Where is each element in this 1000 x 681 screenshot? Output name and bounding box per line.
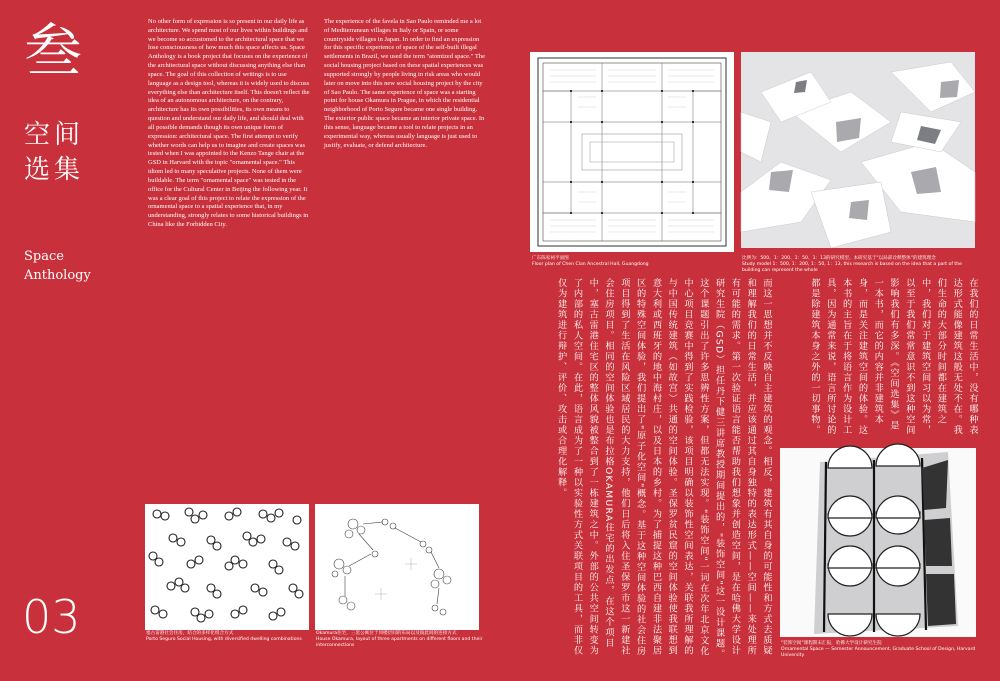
page-number: 03 <box>22 590 81 644</box>
house-okamura-caption <box>316 631 496 649</box>
house-okamura-caption-en: House Okamura, layout of three apartments on different floors and their interconnections <box>316 636 483 648</box>
study-model-image <box>741 52 975 248</box>
study-model-figure <box>741 52 975 248</box>
study-model-caption <box>742 256 974 274</box>
ornamental-space-caption-cn: "装饰空间"课程期末汇报，哈佛大学设计研究生院 <box>781 641 882 646</box>
ornamental-space-caption <box>781 641 977 659</box>
chinese-text-upper: 在我们的日常生活中，没有哪种表达形式能像建筑这般无处不在。我们生命的大部分时间都在建筑之中，我们对于建筑空间习以为常，以至于我们常常意识不到这种空间影响我们有多深。《空间选集》是一本书，而它的内容并非建筑本身，而是关注建筑空间的体验。这本书的主旨在于将语言作为设计工具，因为通常来说，语言所讨论的都是除建筑本身之外的一切事物。 <box>809 278 978 436</box>
social-housing-caption <box>146 631 310 643</box>
chinese-text-main: 而这一思想并不反映自主建筑的观念。相反，建筑有其自身的可能性和方式去质疑和理解我们的日常生活，并应该通过其自身独特的表达形式——空间——来处理所有可能的需求。第一次验证语言能否帮助我们想象并创造空间，是在哈佛大学设计研究生院（GSD）担任丹下健三讲席教授期间提出的，"装饰空间"这一设计课题。这个课题引出了许多思辨性方案，但都无法实现。"装饰空间"一词在次年北京文化中心项目竞赛中得到了实践检验，该项目明确以装饰性空间表达，关联我所理解的与中国传统建筑（如故宫）共通的空间体验。圣保罗贫民窟的空间体验使我联想到意大利或西班牙的地中海村庄，以及日本的乡村。为了捕捉这种巴西自建非法聚居区的特殊空间体验，我们提出了"原子化空间"概念。基于这种空间体验的社会住房项目得到了生活在风险区域居民的大力支持，他们日后将入住圣保罗市这一新建社会住房项目。相同的空间体验也是布拉格OKAMURA住宅的出发点，在这个项目中，塞古雷港住宅区的整体风貌被整合到了一栋建筑之中。外部的公共空间转变为了内部的私人空间。在此，语言成为了一种以实验性方式关联项目的工具，而非仅仅为建筑进行辩护、评价、攻击或合理化解释。 <box>555 278 772 660</box>
social-housing-caption-cn: 塞古雷港社会住房，结合的多样化组合方式 <box>146 631 234 636</box>
chapter-title-en-line1: Space <box>24 249 64 264</box>
floor-plan-drawing <box>530 52 734 252</box>
chapter-title-en <box>24 248 91 286</box>
study-model-caption-en: Study model 1：500, 1：200, 1：50, 1：13, this research is based on the idea that a part of the building can represent the whole <box>742 261 962 273</box>
ornamental-space-figure <box>780 448 976 637</box>
social-housing-caption-en: Porto Seguro Social Housing, with diversified dwelling combinations <box>146 636 302 642</box>
english-paragraph-1: No other form of expression is so present in our daily life as architecture. We spend most of our lives within buildings and we become so accustomed to the architectural space that we lose consciousness of how much this space affects us. Space Anthology is a book project that focuses on the experience of the architectural space without discussing anything else than space. The goal of this collection of writings is to use language as a design tool, whereas it is widely used to discuss everything else than architecture itself. This doesn't reflect the idea of an autonomous architecture, on the contrary, architecture has its own possibilities, its own means to question and understand our daily life, and should deal with all possible demands though its own unique form of expression: architectural space. The first attempt to verify whether words can help us to imagine and create spaces was tested when I was appointed to the Kenzo Tange chair at the GSD in Harvard with the topic "ornamental space." This idiom led to many speculative projects. None of them were buildable. The term "ornamental space" was tested in the office for the Cultural Center in Beijing the following year. It was a clear goal of this project to relate the expression of the ornamental space to a spatial experience that, in my understanding, strongly relates to some historical buildings in China like the Forbidden City. <box>148 18 310 229</box>
house-okamura-caption-cn: Okamura住宅，三套公寓位于同楼层间的布局以及彼此间的连接方式 <box>316 631 457 636</box>
social-housing-figure <box>145 504 309 630</box>
floor-plan-figure <box>530 52 734 252</box>
ornamental-space-caption-en: Ornamental Space — Semester Announcement, Graduate School of Design, Harvard University <box>781 646 976 658</box>
chapter-title-cn: 空间选集 <box>24 120 85 186</box>
floor-plan-caption <box>532 256 732 268</box>
chapter-title-en-line2: Anthology <box>24 267 91 283</box>
chapter-character: 叁 <box>24 17 85 85</box>
study-model-caption-cn: 比例为：500、1：200、1：50、1：13的研究模型。本研究基于"以局部诠释整体"的建筑理念 <box>742 256 936 261</box>
social-housing-pattern <box>145 504 309 630</box>
english-column-1 <box>148 18 310 230</box>
floor-plan-caption-cn: 广东陈家祠平面图 <box>532 256 569 261</box>
floor-plan-caption-en: Floor plan of Chen Clan Ancestral Hall, Guangdong <box>532 261 649 267</box>
house-okamura-diagram <box>315 504 479 630</box>
ornamental-space-model <box>780 448 976 637</box>
english-paragraph-2: The experience of the favela in Sao Paulo reminded me a lot of Mediterranean villages in Italy or Spain, or some countryside villages in Japan. In order to find an expression for this specific experience of space of the self-built illegal settlements in Brazil, we used the term "atomized space." The social housing project based on these spatial experiences was supported strongly by people living in risk areas who would later on move into this new social housing project by the city of Sao Paulo. The same experience of space was a starting point for house Okamura in Prague, in which the residential neighborhood of Porto Segure became one single building. The exterior public space became an interior private space. In this sense, language became a tool to relate projects in an experimental way, whereas usually language is just used to justify, evaluate, or defend architecture. <box>324 18 485 149</box>
english-column-2 <box>324 18 486 150</box>
house-okamura-figure <box>315 504 479 630</box>
